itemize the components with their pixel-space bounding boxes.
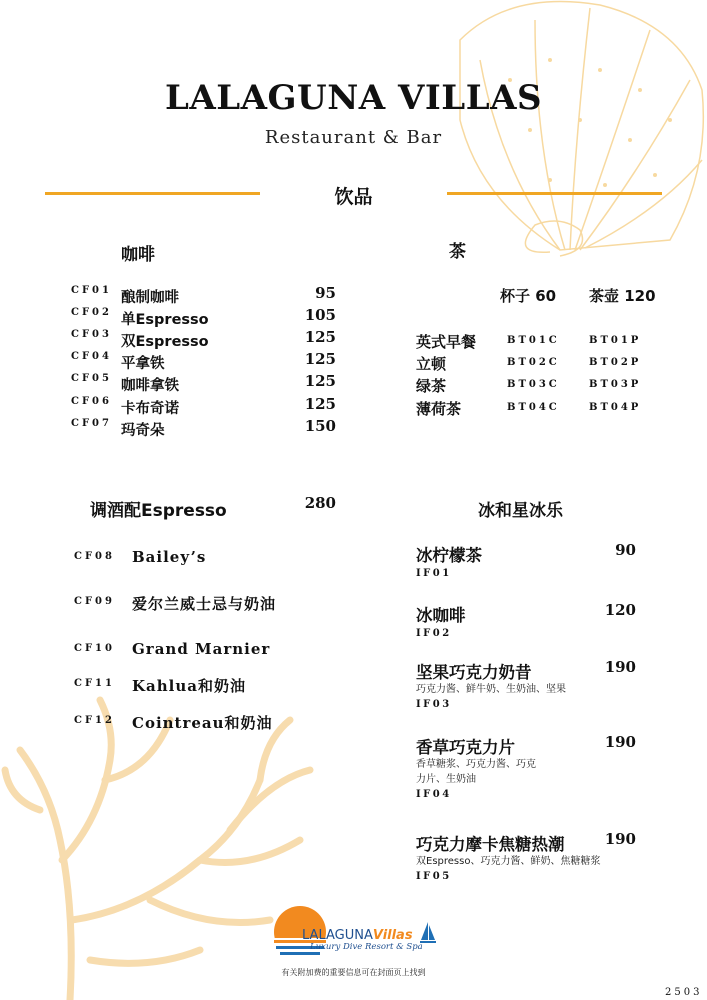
spiked-item-code: CF08 bbox=[74, 551, 115, 562]
coffee-item-code: CF07 bbox=[71, 418, 112, 429]
iced-item-code: IF04 bbox=[416, 789, 452, 800]
iced-item-code: IF03 bbox=[416, 699, 452, 710]
coffee-item-price: 105 bbox=[304, 306, 336, 324]
logo bbox=[272, 904, 442, 966]
sail-icon bbox=[420, 922, 436, 944]
iced-item-code: IF05 bbox=[416, 871, 452, 882]
tea-item-pot-code: BT03P bbox=[589, 379, 642, 390]
spiked-item-name: Bailey’s bbox=[132, 548, 207, 566]
footer-note: 有关附加费的重要信息可在封面页上找到 bbox=[281, 968, 426, 977]
iced-item-price: 190 bbox=[604, 658, 636, 676]
page-subtitle: Restaurant & Bar bbox=[264, 127, 443, 148]
tea-item-name: 立顿 bbox=[416, 355, 447, 373]
coffee-heading: 咖啡 bbox=[121, 245, 155, 265]
iced-item-description: 香草糖浆、巧克力酱、巧克 力片、生奶油 bbox=[416, 759, 536, 785]
coffee-item-code: CF03 bbox=[71, 329, 112, 340]
iced-item-name: 巧克力摩卡焦糖热潮 bbox=[416, 835, 565, 854]
iced-item-description: 双Espresso、巧克力酱、鲜奶、焦糖糖浆 bbox=[416, 856, 601, 867]
spiked-item-code: CF12 bbox=[74, 715, 115, 726]
tea-item-cup-code: BT02C bbox=[507, 357, 560, 368]
iced-item-code: IF01 bbox=[416, 568, 452, 579]
coffee-item-code: CF06 bbox=[71, 396, 112, 407]
logo-tagline: Luxury Dive Resort & Spa bbox=[310, 942, 423, 952]
logo-la: LA bbox=[302, 928, 319, 943]
rule-left bbox=[45, 192, 260, 195]
coffee-item-code: CF04 bbox=[71, 351, 112, 362]
coffee-item-name: 双Espresso bbox=[121, 334, 209, 350]
iced-item-price: 120 bbox=[604, 601, 636, 619]
coffee-item-code: CF05 bbox=[71, 373, 112, 384]
iced-item-name: 坚果巧克力奶昔 bbox=[416, 663, 532, 682]
coffee-item-price: 150 bbox=[304, 417, 336, 435]
spiked-item-name: Kahlua和奶油 bbox=[132, 677, 246, 695]
spiked-item-code: CF11 bbox=[74, 678, 115, 689]
spiked-item-name: 爱尔兰威士忌与奶油 bbox=[132, 595, 277, 613]
coffee-item-name: 玛奇朵 bbox=[121, 423, 165, 439]
iced-item-price: 190 bbox=[604, 830, 636, 848]
spiked-item-name: Cointreau和奶油 bbox=[132, 714, 273, 732]
spiked-price: 280 bbox=[304, 494, 336, 512]
iced-heading: 冰和星冰乐 bbox=[478, 501, 563, 521]
logo-villas: Villas bbox=[372, 928, 413, 943]
tea-item-pot-code: BT01P bbox=[589, 335, 642, 346]
tea-item-name: 薄荷茶 bbox=[416, 400, 462, 418]
coffee-item-code: CF02 bbox=[71, 307, 112, 318]
page-number: 2503 bbox=[665, 987, 703, 998]
tea-cup-price: 杯子 60 bbox=[500, 287, 557, 305]
spiked-item-code: CF09 bbox=[74, 596, 115, 607]
coffee-item-name: 卡布奇诺 bbox=[121, 401, 179, 417]
tea-item-name: 绿茶 bbox=[416, 377, 447, 395]
tea-item-cup-code: BT01C bbox=[507, 335, 560, 346]
spiked-item-name: Grand Marnier bbox=[132, 640, 271, 658]
section-heading: 饮品 bbox=[334, 186, 373, 208]
iced-item-price: 190 bbox=[604, 733, 636, 751]
page-title: LALAGUNA VILLAS bbox=[164, 78, 543, 118]
iced-item-name: 冰咖啡 bbox=[416, 606, 466, 625]
iced-item-code: IF02 bbox=[416, 628, 452, 639]
coffee-item-price: 125 bbox=[304, 395, 336, 413]
tea-item-pot-code: BT04P bbox=[589, 402, 642, 413]
iced-item-name: 冰柠檬茶 bbox=[416, 546, 482, 565]
coffee-item-name: 平拿铁 bbox=[121, 356, 165, 372]
tea-item-pot-code: BT02P bbox=[589, 357, 642, 368]
coffee-item-code: CF01 bbox=[71, 285, 112, 296]
tea-item-cup-code: BT04C bbox=[507, 402, 560, 413]
coffee-item-price: 95 bbox=[315, 284, 336, 302]
logo-laguna: LAGUNA bbox=[318, 928, 373, 943]
coffee-item-name: 单Espresso bbox=[121, 312, 209, 328]
tea-pot-price: 茶壶 120 bbox=[589, 287, 656, 305]
coffee-item-name: 酿制咖啡 bbox=[121, 290, 179, 306]
coffee-item-price: 125 bbox=[304, 350, 336, 368]
spiked-item-code: CF10 bbox=[74, 643, 115, 654]
coffee-item-price: 125 bbox=[304, 372, 336, 390]
iced-item-name: 香草巧克力片 bbox=[416, 738, 515, 757]
tea-item-name: 英式早餐 bbox=[416, 333, 477, 351]
tea-item-cup-code: BT03C bbox=[507, 379, 560, 390]
rule-right bbox=[447, 192, 662, 195]
tea-heading: 茶 bbox=[449, 242, 466, 262]
iced-item-price: 90 bbox=[615, 541, 636, 559]
iced-item-description: 巧克力酱、鲜牛奶、生奶油、坚果 bbox=[416, 684, 566, 695]
spiked-heading: 调酒配Espresso bbox=[90, 501, 227, 521]
coffee-item-price: 125 bbox=[304, 328, 336, 346]
coffee-item-name: 咖啡拿铁 bbox=[121, 378, 179, 394]
